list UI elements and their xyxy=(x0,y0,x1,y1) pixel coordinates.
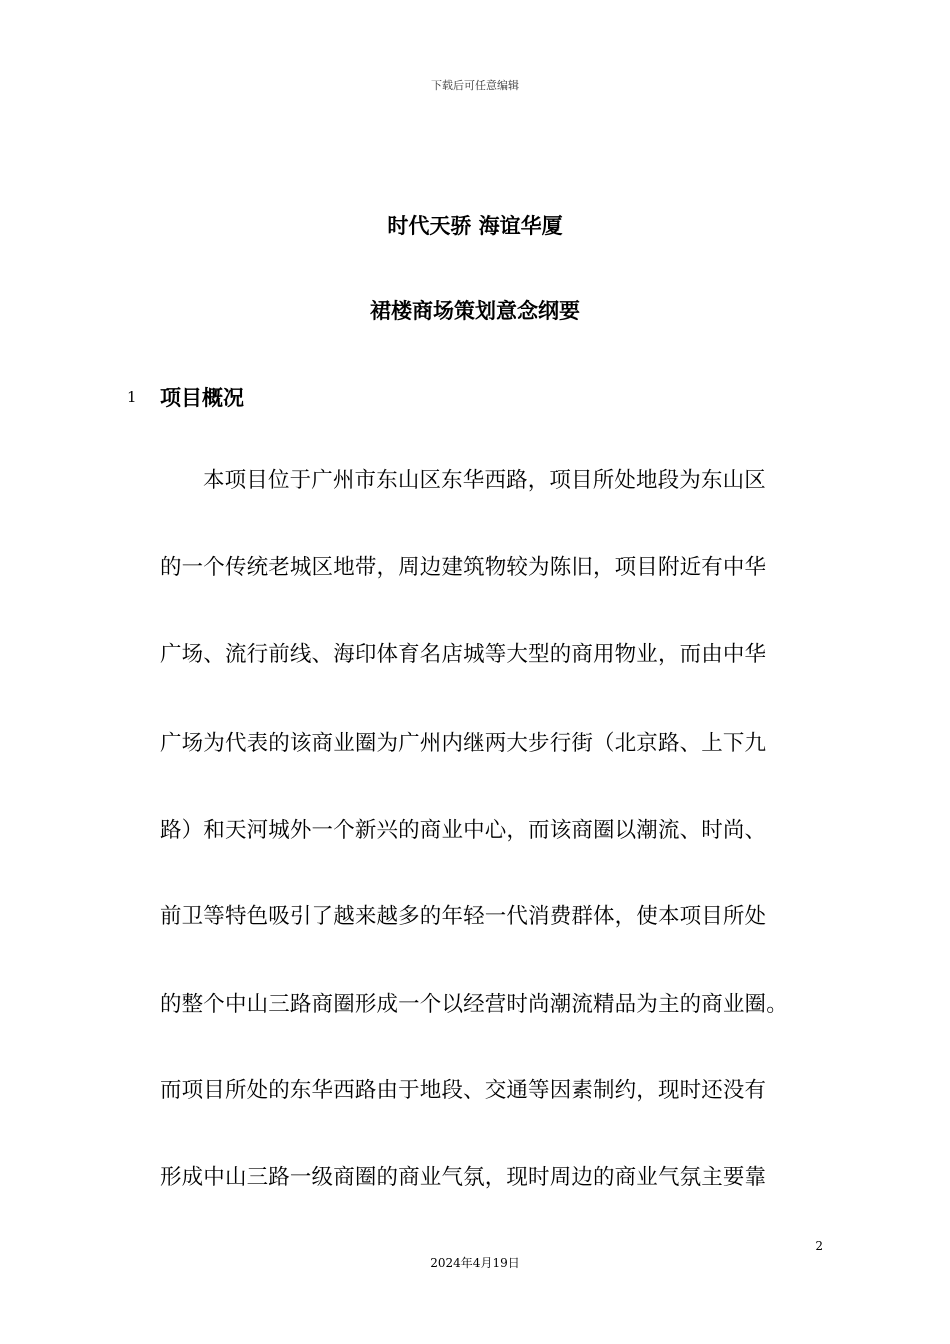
body-line: 广场、流行前线、海印体育名店城等大型的商用物业，而由中华 xyxy=(160,642,767,667)
section-title: 项目概况 xyxy=(160,386,244,410)
body-line: 路）和天河城外一个新兴的商业中心，而该商圈以潮流、时尚、 xyxy=(160,818,767,843)
document-subtitle: 裙楼商场策划意念纲要 xyxy=(370,299,580,323)
footer-date: 2024年4月19日 xyxy=(430,1256,520,1270)
section-number: 1 xyxy=(127,388,137,406)
body-line: 的一个传统老城区地带，周边建筑物较为陈旧，项目附近有中华 xyxy=(160,555,767,580)
header-note: 下载后可任意编辑 xyxy=(431,79,519,92)
body-line: 而项目所处的东华西路由于地段、交通等因素制约，现时还没有 xyxy=(160,1078,767,1103)
document-title: 时代天骄 海谊华厦 xyxy=(387,214,563,238)
body-line: 广场为代表的该商业圈为广州内继两大步行街（北京路、上下九 xyxy=(160,731,767,756)
body-line: 本项目位于广州市东山区东华西路，项目所处地段为东山区 xyxy=(203,468,766,493)
body-line: 形成中山三路一级商圈的商业气氛，现时周边的商业气氛主要靠 xyxy=(160,1165,767,1190)
body-line: 的整个中山三路商圈形成一个以经营时尚潮流精品为主的商业圈。 xyxy=(160,992,788,1017)
section-heading xyxy=(127,383,244,411)
body-line: 前卫等特色吸引了越来越多的年轻一代消费群体，使本项目所处 xyxy=(160,904,767,929)
page-number: 2 xyxy=(815,1239,823,1253)
